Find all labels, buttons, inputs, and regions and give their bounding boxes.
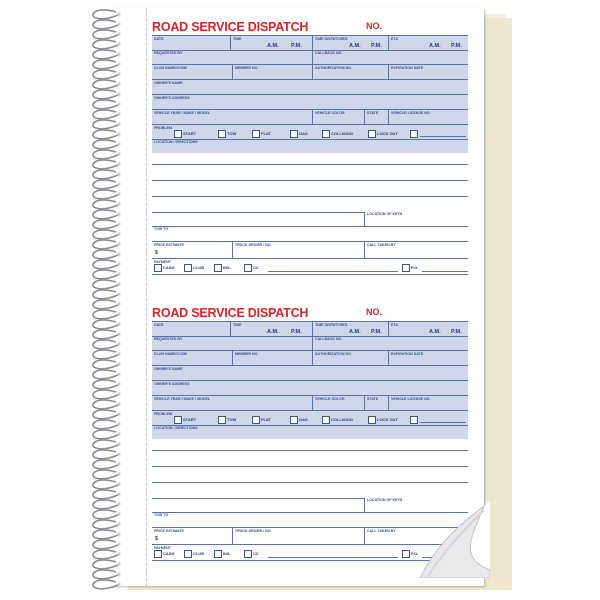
row-owner-name[interactable] [152, 366, 468, 381]
spiral-loop [93, 40, 120, 49]
row-owner-address[interactable] [152, 381, 468, 396]
payment-option-label: CC [253, 551, 259, 556]
problem-option-label: FLAT [261, 417, 271, 422]
spiral-loop [93, 180, 120, 189]
binding-hole [117, 32, 120, 35]
authorization-field[interactable] [312, 65, 389, 79]
binding-hole [117, 262, 120, 265]
spiral-loop [93, 270, 120, 279]
payment-option-label: CLUB [193, 551, 205, 556]
license-label: VEHICLE LICENSE NO. [391, 111, 431, 115]
spiral-loop [93, 10, 120, 19]
binding-hole [117, 162, 120, 165]
eta-pm: P.M. [451, 329, 462, 335]
binding-hole [117, 452, 120, 455]
spiral-loop [93, 340, 120, 349]
spiral-loop [93, 300, 120, 309]
location-line-3[interactable] [152, 196, 468, 197]
spiral-loop [93, 560, 120, 569]
spiral-loop [93, 550, 120, 559]
spiral-loop [93, 250, 120, 259]
spiral-loop [93, 80, 120, 89]
spiral-loop [93, 90, 120, 99]
state-field[interactable] [364, 110, 389, 124]
vehicle-color-label: VEHICLE COLOR [315, 397, 345, 401]
location-line-4[interactable] [152, 498, 364, 499]
problem-option-label: GAS [299, 417, 308, 422]
binding-hole [117, 352, 120, 355]
call-taken-field[interactable] [364, 242, 469, 258]
problem-option-label: GAS [299, 131, 308, 136]
binding-hole [117, 182, 120, 185]
row-problem [152, 125, 468, 140]
spiral-loop [93, 460, 120, 469]
member-label: MEMBER NO. [235, 352, 259, 356]
binding-hole [117, 62, 120, 65]
binding-hole [117, 512, 120, 515]
binding-hole [117, 242, 120, 245]
binding-hole [117, 572, 120, 575]
problem-option-label: START [183, 417, 197, 422]
binding-hole [117, 212, 120, 215]
problem-checkbox-flat[interactable] [252, 416, 260, 424]
spiral-loop [93, 320, 120, 329]
binding-hole [117, 402, 120, 405]
location-line-2[interactable] [152, 466, 468, 467]
row-owner-name[interactable] [152, 80, 468, 95]
spiral-loop [93, 570, 120, 579]
spiral-loop [93, 190, 120, 199]
binding-hole [117, 92, 120, 95]
binding-hole [117, 332, 120, 335]
requested-by-label: REQUESTED BY [154, 51, 183, 55]
binding-hole [117, 42, 120, 45]
binding-hole [117, 462, 120, 465]
time-label: TIME [233, 37, 242, 41]
row-club[interactable] [152, 65, 468, 80]
problem-checkbox-start[interactable] [174, 416, 182, 424]
spiral-loop [93, 290, 120, 299]
time-am: A.M. [267, 329, 279, 335]
binding-hole [117, 12, 120, 15]
member-label: MEMBER NO. [235, 66, 259, 70]
problem-checkbox-start[interactable] [174, 130, 182, 138]
row-vehicle[interactable] [152, 396, 468, 411]
eta-field[interactable] [388, 36, 469, 50]
license-label: VEHICLE LICENSE NO. [391, 397, 431, 401]
spiral-loop [93, 130, 120, 139]
problem-checkbox-other[interactable] [410, 130, 418, 138]
spiral-loop [93, 490, 120, 499]
problem-checkbox-flat[interactable] [252, 130, 260, 138]
row-date-time [152, 321, 468, 337]
binding-hole [117, 522, 120, 525]
binding-hole [117, 362, 120, 365]
dispatched-am: A.M. [349, 329, 361, 335]
vehicle-color-field[interactable] [312, 110, 365, 124]
tow-to-label: TOW TO [154, 513, 169, 517]
tow-to-label: TOW TO [154, 227, 169, 231]
problem-checkbox-lock-out[interactable] [368, 130, 376, 138]
binding-hole [117, 82, 120, 85]
payment-checkbox-cc[interactable] [244, 264, 252, 272]
expiration-field[interactable] [388, 351, 469, 365]
spiral-loop [93, 450, 120, 459]
tow-row-top [152, 226, 468, 227]
problem-option-label: COLLISION [331, 417, 353, 422]
spiral-loop [93, 540, 120, 549]
binding-hole [117, 232, 120, 235]
spiral-loop [93, 170, 120, 179]
dispatch-form [152, 20, 472, 280]
spiral-loop [93, 310, 120, 319]
spiral-loop [93, 50, 120, 59]
binding-hole [117, 292, 120, 295]
expiration-field[interactable] [388, 65, 469, 79]
binding-hole [117, 412, 120, 415]
location-line-2[interactable] [152, 180, 468, 181]
problem-checkbox-tow[interactable] [218, 130, 226, 138]
problem-label: PROBLEM [154, 412, 172, 416]
spiral-loop [93, 280, 120, 289]
spiral-loop [93, 100, 120, 109]
binding-hole [117, 532, 120, 535]
spiral-loop [93, 510, 120, 519]
spiral-loop [93, 410, 120, 419]
row-location[interactable] [152, 139, 468, 153]
spiral-loop [93, 160, 120, 169]
row-club[interactable] [152, 351, 468, 366]
spiral-loop [93, 520, 120, 529]
spiral-loop [93, 140, 120, 149]
binding-hole [117, 142, 120, 145]
perforation-line [146, 8, 147, 586]
payment-label: PAYMENT [154, 260, 171, 264]
binding-hole [117, 282, 120, 285]
spiral-loop [93, 440, 120, 449]
owners-address-label: OWNER'S ADDRESS [154, 96, 190, 100]
club-label: CLUB NAME/CODE [154, 352, 187, 356]
binding-hole [117, 492, 120, 495]
eta-am: A.M. [429, 43, 441, 49]
time-dispatched-label: TIME DISPATCHED [315, 37, 348, 41]
dollar-sign: $ [155, 250, 158, 256]
row-owner-address[interactable] [152, 95, 468, 110]
form-number-label: NO. [366, 21, 383, 31]
club-label: CLUB NAME/CODE [154, 66, 187, 70]
authorization-label: AUTHORIZATION NO. [315, 66, 352, 70]
binding-hole [117, 392, 120, 395]
problem-other-line[interactable] [420, 136, 466, 137]
problem-checkbox-collision[interactable] [322, 130, 330, 138]
dispatched-pm: P.M. [371, 43, 382, 49]
binding-hole [117, 132, 120, 135]
time-pm: P.M. [291, 329, 302, 335]
spiral-loop [93, 20, 120, 29]
binding-hole [117, 152, 120, 155]
time-am: A.M. [267, 43, 279, 49]
problem-checkbox-other[interactable] [410, 416, 418, 424]
authorization-label: AUTHORIZATION NO. [315, 352, 352, 356]
spiral-loop [93, 470, 120, 479]
spiral-loop [93, 120, 120, 129]
problem-option-label: START [183, 131, 197, 136]
driver-label: TRUCK DRIVER / NO. [235, 529, 272, 533]
binding-hole [117, 202, 120, 205]
spiral-loop [93, 360, 120, 369]
license-field[interactable] [388, 396, 469, 410]
vehicle-color-label: VEHICLE COLOR [315, 111, 345, 115]
state-label: STATE [367, 397, 379, 401]
dollar-sign: $ [155, 536, 158, 542]
row-problem [152, 411, 468, 426]
authorization-field[interactable] [312, 351, 389, 365]
call-taken-label: CALL TAKEN BY [367, 243, 396, 247]
payment-line[interactable] [268, 271, 398, 272]
keys-field[interactable] [364, 212, 469, 226]
spiral-loop [93, 230, 120, 239]
payment-checkbox-ins[interactable] [214, 264, 222, 272]
spiral-loop [93, 530, 120, 539]
eta-pm: P.M. [451, 43, 462, 49]
spiral-loop [93, 420, 120, 429]
spiral-loop [93, 500, 120, 509]
binding-hole [117, 582, 120, 585]
requested-by-label: REQUESTED BY [154, 337, 183, 341]
row-vehicle[interactable] [152, 110, 468, 125]
time-field[interactable] [230, 36, 313, 50]
payment-option-label: CLUB [193, 265, 205, 270]
form-number-label: NO. [366, 307, 383, 317]
binding-hole [117, 72, 120, 75]
spiral-loop [93, 480, 120, 489]
location-line-3[interactable] [152, 482, 468, 483]
binding-hole [117, 322, 120, 325]
time-pm: P.M. [291, 43, 302, 49]
problem-checkbox-lock-out[interactable] [368, 416, 376, 424]
spiral-loop [93, 260, 120, 269]
binding-hole [117, 102, 120, 105]
problem-checkbox-gas[interactable] [290, 416, 298, 424]
binding-hole [117, 112, 120, 115]
binding-hole [117, 562, 120, 565]
binding-hole [117, 472, 120, 475]
payment-option-label: INS. [223, 265, 231, 270]
binding-hole [117, 382, 120, 385]
eta-field[interactable] [388, 322, 469, 336]
spiral-loop [93, 330, 120, 339]
license-field[interactable] [388, 110, 469, 124]
problem-option-label: FLAT [261, 131, 271, 136]
location-line-1[interactable] [152, 164, 468, 165]
binding-hole [117, 252, 120, 255]
binding-hole [117, 372, 120, 375]
problem-checkbox-tow[interactable] [218, 416, 226, 424]
binding-hole [117, 342, 120, 345]
callback-label: CALLBACK NO. [315, 51, 343, 55]
vehicle-label: VEHICLE YEAR / MAKE / MODEL [154, 397, 211, 401]
spiral-loop [93, 60, 120, 69]
spiral-loop [93, 380, 120, 389]
time-dispatched-field[interactable] [312, 322, 389, 336]
binding-hole [117, 192, 120, 195]
location-line-1[interactable] [152, 450, 468, 451]
spiral-loop [93, 30, 120, 39]
location-label: LOCATION / DIRECTIONS [154, 140, 198, 144]
binding-hole [117, 552, 120, 555]
binding-hole [117, 422, 120, 425]
time-dispatched-label: TIME DISPATCHED [315, 323, 348, 327]
date-label: DATE [154, 323, 164, 327]
row-price [152, 242, 468, 259]
row-location[interactable] [152, 425, 468, 439]
spiral-loop [93, 70, 120, 79]
problem-label: PROBLEM [154, 126, 172, 130]
driver-field[interactable] [232, 242, 365, 258]
keys-label: LOCATION OF KEYS [367, 212, 403, 216]
call-taken-label: CALL TAKEN BY [367, 529, 396, 533]
payment-option-label: CASH [163, 551, 175, 556]
spiral-loop [93, 200, 120, 209]
time-dispatched-field[interactable] [312, 36, 389, 50]
expiration-label: EXPIRATION DATE [391, 352, 424, 356]
vehicle-label: VEHICLE YEAR / MAKE / MODEL [154, 111, 211, 115]
callback-field[interactable] [312, 336, 469, 350]
price-label: PRICE ESTIMATE [154, 529, 184, 533]
po-label: P.O. [411, 551, 419, 556]
driver-field[interactable] [232, 528, 365, 544]
member-field[interactable] [232, 351, 313, 365]
problem-other-line[interactable] [420, 422, 466, 423]
owners-name-label: OWNER'S NAME [154, 81, 183, 85]
binding-hole [117, 312, 120, 315]
po-label: P.O. [411, 265, 419, 270]
owners-address-label: OWNER'S ADDRESS [154, 382, 190, 386]
page-curl-icon [414, 500, 490, 578]
location-label: LOCATION / DIRECTIONS [154, 426, 198, 430]
po-checkbox[interactable] [402, 550, 410, 558]
binding-hole [117, 432, 120, 435]
po-line[interactable] [422, 271, 468, 272]
spiral-loop [93, 580, 120, 589]
problem-option-label: LOCK OUT [377, 131, 398, 136]
binding-hole [117, 172, 120, 175]
keys-label: LOCATION OF KEYS [367, 498, 403, 502]
binding-hole [117, 542, 120, 545]
binding-hole [117, 122, 120, 125]
row-payment [152, 259, 468, 275]
binding-hole [117, 222, 120, 225]
problem-option-label: TOW [227, 417, 237, 422]
payment-checkbox-club[interactable] [184, 550, 192, 558]
spiral-binding [86, 6, 126, 590]
dispatched-pm: P.M. [371, 329, 382, 335]
problem-option-label: COLLISION [331, 131, 353, 136]
problem-checkbox-collision[interactable] [322, 416, 330, 424]
spiral-loop [93, 150, 120, 159]
callback-field[interactable] [312, 50, 469, 64]
form-title: ROAD SERVICE DISPATCH [152, 306, 309, 320]
payment-line[interactable] [268, 557, 398, 558]
price-label: PRICE ESTIMATE [154, 243, 184, 247]
binding-hole [117, 442, 120, 445]
payment-option-label: CC [253, 265, 259, 270]
binding-hole [117, 22, 120, 25]
payment-option-label: CASH [163, 265, 175, 270]
spiral-loop [93, 240, 120, 249]
payment-checkbox-ins[interactable] [214, 550, 222, 558]
eta-am: A.M. [429, 329, 441, 335]
expiration-label: EXPIRATION DATE [391, 66, 424, 70]
payment-option-label: INS. [223, 551, 231, 556]
spiral-loop [93, 430, 120, 439]
payment-checkbox-cash[interactable] [154, 264, 162, 272]
binding-hole [117, 502, 120, 505]
member-field[interactable] [232, 65, 313, 79]
problem-option-label: TOW [227, 131, 237, 136]
payment-label: PAYMENT [154, 546, 171, 550]
spiral-loop [93, 110, 120, 119]
spiral-loop [93, 370, 120, 379]
spiral-loop [93, 400, 120, 409]
dispatched-am: A.M. [349, 43, 361, 49]
eta-label: ETA [391, 323, 398, 327]
spiral-loop [93, 220, 120, 229]
time-label: TIME [233, 323, 242, 327]
time-field[interactable] [230, 322, 313, 336]
callback-label: CALLBACK NO. [315, 337, 343, 341]
payment-checkbox-cash[interactable] [154, 550, 162, 558]
state-label: STATE [367, 111, 379, 115]
payment-checkbox-club[interactable] [184, 264, 192, 272]
problem-option-label: LOCK OUT [377, 417, 398, 422]
po-checkbox[interactable] [402, 264, 410, 272]
driver-label: TRUCK DRIVER / NO. [235, 243, 272, 247]
date-label: DATE [154, 37, 164, 41]
spiral-loop [93, 350, 120, 359]
binding-hole [117, 272, 120, 275]
problem-checkbox-gas[interactable] [290, 130, 298, 138]
row-requested[interactable] [152, 336, 468, 351]
binding-hole [117, 52, 120, 55]
owners-name-label: OWNER'S NAME [154, 367, 183, 371]
location-line-4[interactable] [152, 212, 364, 213]
spiral-loop [93, 210, 120, 219]
payment-checkbox-cc[interactable] [244, 550, 252, 558]
state-field[interactable] [364, 396, 389, 410]
row-date-time [152, 35, 468, 51]
binding-hole [117, 482, 120, 485]
vehicle-color-field[interactable] [312, 396, 365, 410]
eta-label: ETA [391, 37, 398, 41]
binding-hole [117, 302, 120, 305]
row-requested[interactable] [152, 50, 468, 65]
spiral-loop [93, 390, 120, 399]
form-title: ROAD SERVICE DISPATCH [152, 20, 309, 34]
